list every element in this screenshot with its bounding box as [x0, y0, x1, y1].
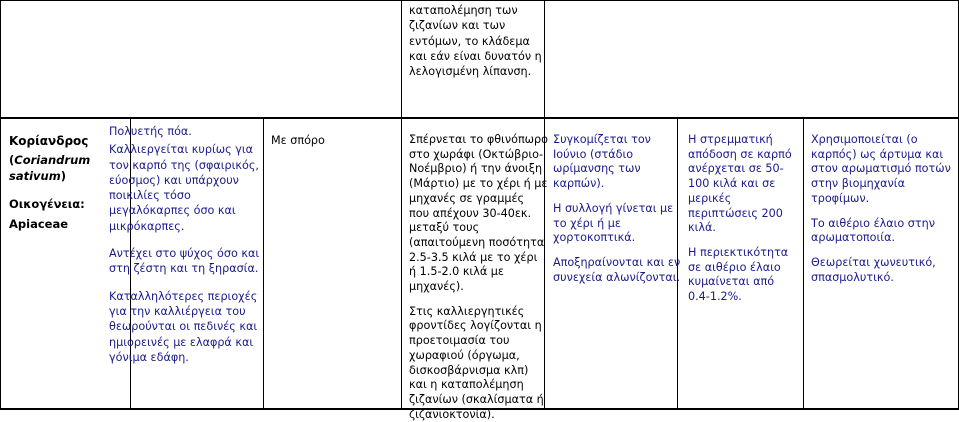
- text-line: Ιούνιο (στάδιο: [553, 147, 634, 161]
- text-line: Με σπόρο: [271, 134, 325, 147]
- text-line: σε αιθέριο έλαιο: [688, 260, 781, 274]
- text-line: Σπέρνεται το φθινόπωρο: [409, 133, 548, 146]
- text-line: που απέχουν 30-40εκ.: [409, 206, 532, 220]
- col-divider: [803, 117, 804, 410]
- text-line: καρπών).: [553, 177, 605, 191]
- text-line: κιλά.: [688, 221, 716, 235]
- cultivation-cell: [409, 133, 548, 422]
- text-line: Καλλιεργείται κυρίως για: [109, 143, 254, 157]
- text-line: ωρίμανσης των: [553, 162, 641, 176]
- text-line: λελογισμένη λίπανση.: [409, 65, 532, 79]
- latin-close-paren: ): [60, 169, 66, 183]
- text-line: καρπός) ως άρτυμα και: [811, 147, 944, 161]
- text-line: ζιζανίων και των: [409, 19, 506, 33]
- text-line: Χρησιμοποιείται (ο: [811, 133, 918, 146]
- latin-species: sativum: [9, 169, 61, 183]
- text-line: Καταλληλότερες περιοχές: [109, 289, 258, 303]
- text-line: χωραφιού (όργωμα,: [409, 348, 520, 362]
- plant-name: Κορίανδρος: [9, 134, 89, 148]
- text-line: γόνιμα εδάφη.: [109, 350, 189, 364]
- text-line: 0.4-1.2%.: [688, 290, 742, 304]
- text-line: αρωματοποιία.: [811, 231, 895, 245]
- top-row-text: [409, 3, 542, 79]
- text-line: στο χωράφι (Οκτώβριο-: [409, 147, 544, 161]
- latin-genus: Coriandrum: [14, 153, 91, 167]
- text-line: και εάν είναι δυνατόν η: [409, 49, 542, 63]
- text-line: Η στρεμματική: [688, 133, 773, 146]
- text-line: για την καλλιέργεια του: [109, 304, 246, 318]
- text-line: προετοιμασία του: [409, 334, 510, 348]
- text-line: κυμαίνεται από: [688, 275, 775, 289]
- text-line: μικρόκαρπες.: [109, 219, 185, 233]
- text-line: Αντέχει στο ψύχος όσο και: [109, 247, 260, 261]
- text-line: Συγκομίζεται τον: [553, 133, 651, 146]
- text-line: μεγαλόκαρπες όσο και: [109, 204, 236, 218]
- text-line: Αποξηραίνονται και εν: [553, 255, 681, 269]
- text-line: ημιορεινές με ελαφρά και: [109, 335, 254, 349]
- text-line: Στις καλλιεργητικές: [409, 304, 525, 318]
- text-line: δισκοσβάρνισμα κλπ): [409, 363, 529, 377]
- row-divider: [0, 117, 959, 119]
- text-line: Νοέμβριο) ή την άνοιξη: [409, 162, 543, 176]
- text-line: τροφίμων.: [811, 191, 870, 205]
- text-line: ζιζανιοκτονία).: [409, 407, 495, 421]
- text-line: καταπολέμηση των: [409, 4, 518, 17]
- text-line: θεωρούνται οι πεδινές και: [109, 320, 258, 334]
- family-name: Apiaceae: [9, 217, 69, 231]
- text-line: στην βιομηχανία: [811, 177, 905, 191]
- harvest-cell: [553, 133, 680, 285]
- text-line: 100 κιλά και σε: [688, 177, 776, 191]
- text-line: ανέρχεται σε 50-: [688, 162, 784, 176]
- text-line: το χέρι ή με: [553, 216, 621, 230]
- text-line: εντόμων, το κλάδεμα: [409, 34, 530, 48]
- text-line: Το αιθέριο έλαιο στην: [811, 216, 935, 230]
- text-line: ή 1.5-2.0 κιλά με: [409, 265, 504, 279]
- family-label: Οικογένεια:: [9, 197, 85, 211]
- text-line: εύοσμος) και υπάρχουν: [109, 173, 239, 187]
- description-cell: [109, 124, 259, 365]
- text-line: ζιζανίων (σκαλίσματα ή: [409, 392, 544, 406]
- text-line: μερικές: [688, 191, 732, 205]
- text-line: φροντίδες λογίζονται η: [409, 319, 542, 333]
- yield-cell: [688, 133, 792, 305]
- text-line: Πολυετής πόα.: [109, 125, 192, 138]
- col-divider: [401, 0, 402, 410]
- text-line: Η περιεκτικότητα: [688, 245, 789, 259]
- plant-latin-name: [9, 152, 90, 168]
- col-divider: [0, 0, 1, 410]
- text-line: και η καταπολέμηση: [409, 378, 524, 392]
- text-line: στη ζέστη και τη ξηρασία.: [109, 262, 259, 276]
- table-border-top: [0, 0, 959, 1]
- plant-name-cell: [9, 133, 90, 232]
- latin-open-paren: (: [9, 153, 15, 167]
- text-line: Η συλλογή γίνεται με: [553, 201, 674, 215]
- text-line: μηχανές σε γραμμές: [409, 191, 525, 205]
- text-line: απόδοση σε καρπό: [688, 147, 792, 161]
- text-line: τον καρπό της (σφαιρικός,: [109, 158, 259, 172]
- propagation-cell: [271, 133, 325, 148]
- text-line: χορτοκοπτικά.: [553, 231, 636, 245]
- text-line: (απαιτούμενη ποσότητα: [409, 235, 545, 249]
- plant-latin-species: [9, 168, 90, 184]
- col-divider: [263, 117, 264, 410]
- text-line: συνεχεία αλωνίζονται.: [553, 270, 681, 284]
- text-line: μηχανές).: [409, 280, 464, 294]
- text-line: στον αρωματισμό ποτών: [811, 162, 951, 176]
- text-line: ποικιλίες τόσο: [109, 189, 191, 203]
- text-line: Θεωρείται χωνευτικό,: [811, 255, 936, 269]
- text-line: 2.5-3.5 κιλά με το χέρι: [409, 250, 538, 264]
- text-line: περιπτώσεις 200: [688, 206, 783, 220]
- text-line: (Μάρτιο) με το χέρι ή με: [409, 177, 548, 191]
- text-line: μεταξύ τους: [409, 221, 480, 235]
- text-line: σπασμολυτικό.: [811, 270, 894, 284]
- uses-cell: [811, 133, 951, 285]
